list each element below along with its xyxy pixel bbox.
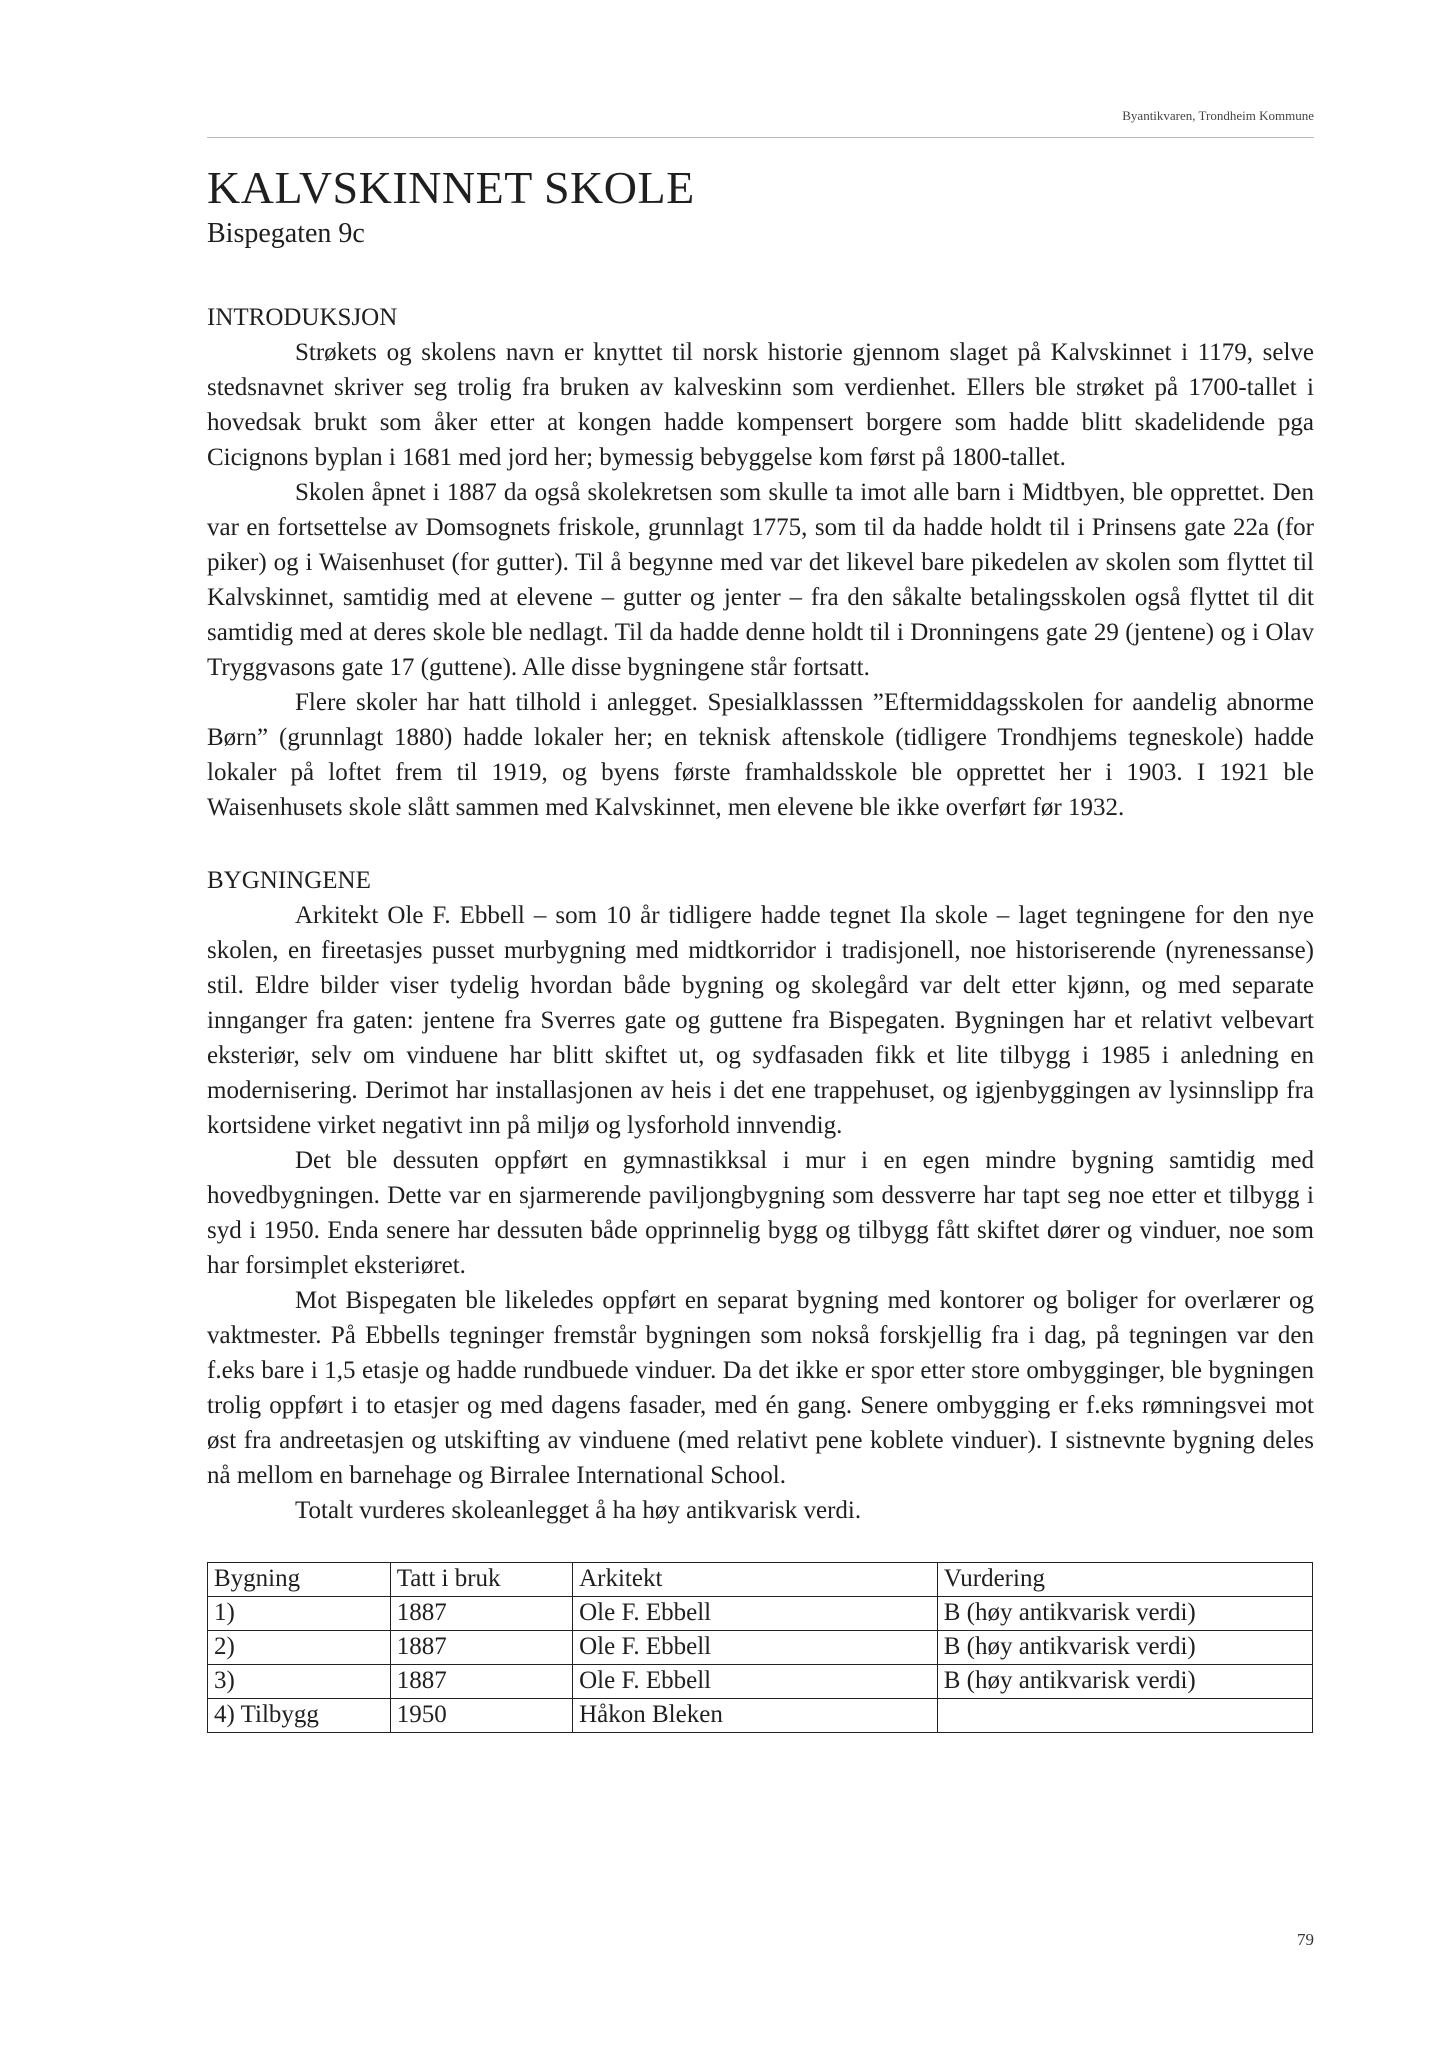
paragraph: Flere skoler har hatt tilhold i anlegget. Spesialklasssen ”Eftermiddagsskolen for aandelig abnorme Børn” (grunnlagt 1880) hadde lokaler her; en teknisk aftenskole (tidligere Trondhjems tegneskole) hadde lokaler på loftet frem til 1919, og byens første framhaldsskole ble opprettet her i 1903. I 1921 ble Waisenhusets skole slått sammen med Kalvskinnet, men elevene ble ikke overført før 1932. — [207, 689, 1314, 821]
section-heading-intro: INTRODUKSJON — [207, 304, 398, 331]
table-cell: 4) Tilbygg — [208, 1699, 391, 1733]
table-cell: 1887 — [390, 1665, 572, 1699]
header-divider — [207, 137, 1314, 138]
page-title: KALVSKINNET SKOLE — [207, 162, 695, 213]
table-row — [208, 1631, 1313, 1665]
paragraph: Mot Bispegaten ble likeledes oppført en separat bygning med kontorer og boliger for overlærer og vaktmester. På Ebbells tegninger fremstår bygningen som nokså forskjellig fra i dag, på tegningen var den f.eks bare i 1,5 etasje og hadde rundbuede vinduer. Da det ikke er spor etter store ombygginger, ble bygningen trolig oppført i to etasjer og med dagens fasader, med én gang. Senere ombygging er f.eks rømningsvei mot øst fra andreetasjen og utskifting av vinduene (med relativt pene koblete vinduer). I sistnevnte bygning deles nå mellom en barnehage og Birralee International School. — [207, 1287, 1314, 1489]
table-header-row — [208, 1563, 1313, 1597]
buildings-table — [207, 1562, 1313, 1733]
table-cell: 1950 — [390, 1699, 572, 1733]
paragraph: Strøkets og skolens navn er knyttet til norsk historie gjennom slaget på Kalvskinnet i 1179, selve stedsnavnet skriver seg trolig fra bruken av kalveskinn som verdienhet. Ellers ble strøket på 1700-tallet i hovedsak brukt som åker etter at kongen hadde kompensert borgere som hadde blitt skadelidende pga Cicignons byplan i 1681 med jord her; bymessig bebyggelse kom først på 1800-tallet. — [207, 339, 1314, 471]
table-cell: 1887 — [390, 1597, 572, 1631]
table-row — [208, 1665, 1313, 1699]
table-cell: Ole F. Ebbell — [573, 1597, 938, 1631]
paragraph: Det ble dessuten oppført en gymnastikksal i mur i en egen mindre bygning samtidig med hovedbygningen. Dette var en sjarmerende paviljongbygning som dessverre har tapt seg noe etter et tilbygg i syd i 1950. Enda senere har dessuten både opprinnelig bygg og tilbygg fått skiftet dører og vinduer, noe som har forsimplet eksteriøret. — [207, 1147, 1314, 1279]
table-cell: B (høy antikvarisk verdi) — [937, 1631, 1312, 1665]
table-cell: B (høy antikvarisk verdi) — [937, 1665, 1312, 1699]
table-cell: 1887 — [390, 1631, 572, 1665]
paragraph: Totalt vurderes skoleanlegget å ha høy antikvarisk verdi. — [295, 1497, 862, 1524]
table-cell: 3) — [208, 1665, 391, 1699]
table-cell: B (høy antikvarisk verdi) — [937, 1597, 1312, 1631]
page-number: 79 — [1297, 1930, 1314, 1949]
table-cell: 1) — [208, 1597, 391, 1631]
table-header-cell: Bygning — [208, 1563, 391, 1597]
table-cell: Håkon Bleken — [573, 1699, 938, 1733]
page-subtitle: Bispegaten 9c — [207, 218, 365, 249]
table-header-cell: Vurdering — [937, 1563, 1312, 1597]
section-heading-buildings: BYGNINGENE — [207, 867, 371, 894]
table-cell — [937, 1699, 1312, 1733]
table-header-cell: Tatt i bruk — [390, 1563, 572, 1597]
table-row — [208, 1597, 1313, 1631]
table-cell: Ole F. Ebbell — [573, 1665, 938, 1699]
table-cell: 2) — [208, 1631, 391, 1665]
table-header-cell: Arkitekt — [573, 1563, 938, 1597]
paragraph: Arkitekt Ole F. Ebbell – som 10 år tidligere hadde tegnet Ila skole – laget tegningene for den nye skolen, en fireetasjes pusset murbygning med midtkorridor i tradisjonell, noe historiserende (nyrenessanse) stil. Eldre bilder viser tydelig hvordan både bygning og skolegård var delt etter kjønn, og med separate innganger fra gaten: jentene fra Sverres gate og guttene fra Bispegaten. Bygningen har et relativt velbevart eksteriør, selv om vinduene har blitt skiftet ut, og sydfasaden fikk et lite tilbygg i 1985 i anledning en modernisering. Derimot har installasjonen av heis i det ene trappehuset, og igjenbyggingen av lysinnslipp fra kortsidene virket negativt inn på miljø og lysforhold innvendig. — [207, 902, 1314, 1139]
header-source: Byantikvaren, Trondheim Kommune — [1122, 108, 1314, 123]
main-content — [207, 160, 1314, 1733]
paragraph: Skolen åpnet i 1887 da også skolekretsen som skulle ta imot alle barn i Midtbyen, ble opprettet. Den var en fortsettelse av Domsognets friskole, grunnlagt 1775, som til da hadde holdt til i Prinsens gate 22a (for piker) og i Waisenhuset (for gutter). Til å begynne med var det likevel bare pikedelen av skolen som flyttet til Kalvskinnet, samtidig med at elevene – gutter og jenter – fra den såkalte betalingsskolen også flyttet til dit samtidig med at deres skole ble nedlagt. Til da hadde denne holdt til i Dronningens gate 29 (jentene) og i Olav Tryggvasons gate 17 (guttene). Alle disse bygningene står fortsatt. — [207, 479, 1314, 681]
table-cell: Ole F. Ebbell — [573, 1631, 938, 1665]
table-row — [208, 1699, 1313, 1733]
